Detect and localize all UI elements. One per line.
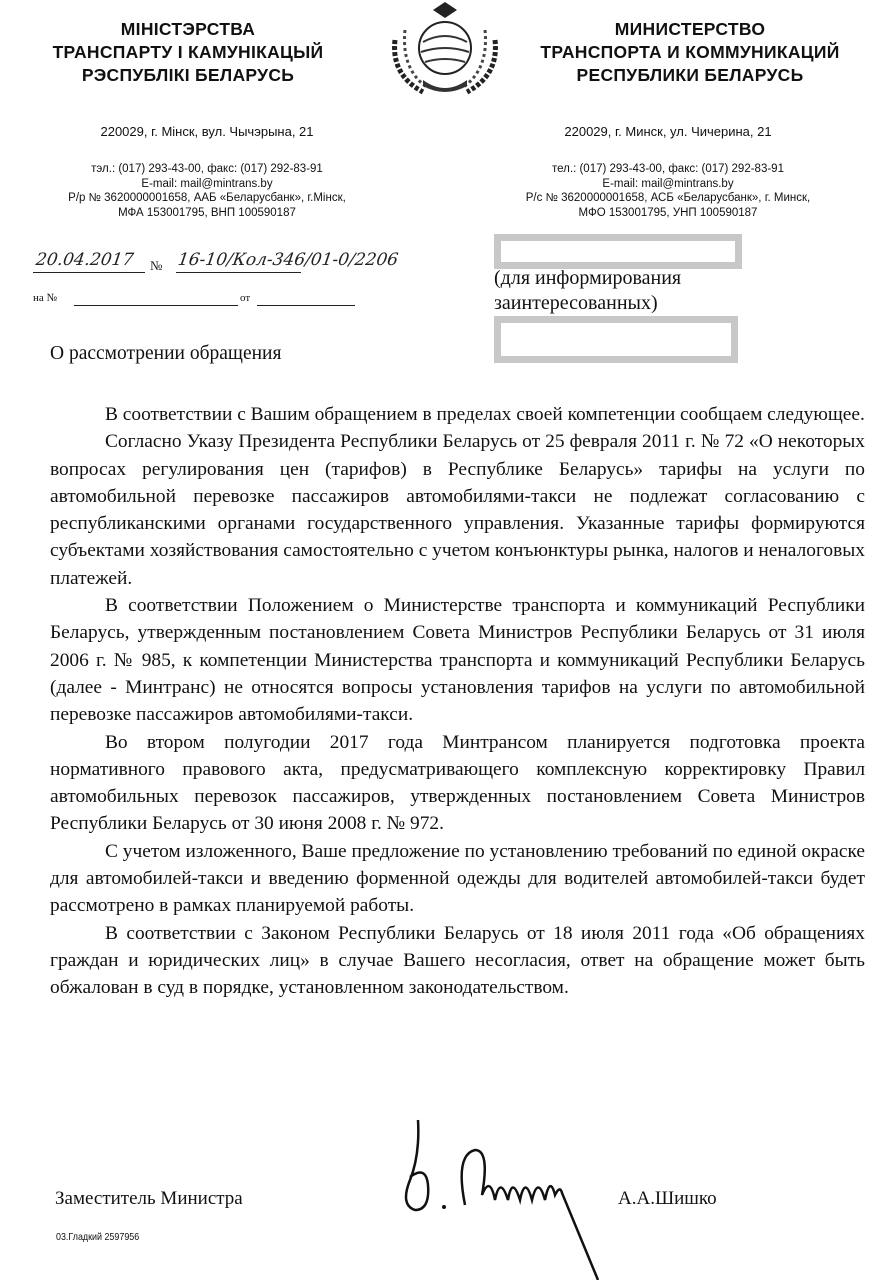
email: E-mail: mail@mintrans.by [141, 177, 273, 190]
paragraph: Во втором полугодии 2017 года Минтрансом планируется подготовка проекта нормативного правового акта, предусматривающего комплексную корректировку Правил автомобильных перевозок пассажиров, утвержденных постановлением Совета Министров Республики Беларусь от 30 июня 2008 г. № 972. [50, 731, 865, 835]
redacted-field [494, 316, 738, 363]
number-underline [176, 272, 301, 273]
reply-number-line [74, 305, 238, 306]
letter-body [50, 401, 865, 1002]
ministry-name-line: ТРАНСПАРТУ І КАМУНІКАЦЫЙ [52, 42, 324, 62]
reply-to-date-label: от [240, 292, 251, 304]
ministry-name-line: ТРАНСПОРТА И КОММУНИКАЦИЙ [540, 42, 840, 62]
addressee-line: заинтересованных) [494, 292, 658, 314]
phone-fax: тэл.: (017) 293-43-00, факс: (017) 292-83-91 [91, 163, 323, 175]
address-belarusian: 220029, г. Мінск, вул. Чычэрына, 21 [100, 124, 314, 139]
addressee-line: (для информирования [494, 267, 682, 289]
bank-ids: МФО 153001795, УНП 100590187 [578, 206, 758, 219]
phone-fax: тел.: (017) 293-43-00, факс: (017) 292-83-91 [552, 163, 784, 175]
ministry-name-line: МИНИСТЕРСТВО [614, 19, 766, 39]
requisites-belarusian [0, 162, 417, 220]
requisites-russian [458, 162, 878, 220]
reply-to-number-label: на № [33, 292, 58, 304]
bank-account: Р/с № 3620000001658, АСБ «Беларусбанк», г. Минск, [525, 192, 811, 204]
reply-date-line [257, 305, 355, 306]
address-russian: 220029, г. Минск, ул. Чичерина, 21 [564, 124, 772, 139]
outgoing-number: 16-10/Кол-346/01-0/2206 [176, 250, 400, 270]
date-underline [33, 272, 145, 273]
executor-note: 03.Гладкий 2597956 [56, 1231, 140, 1243]
letter-subject: О рассмотрении обращения [50, 343, 282, 364]
bank-account: Р/р № 3620000001658, ААБ «Беларусбанк», г.Мінск, [68, 192, 346, 204]
outgoing-number-label: № [150, 258, 163, 273]
coat-of-arms-emblem [383, 0, 507, 96]
ministry-name-line: РЕСПУБЛИКИ БЕЛАРУСЬ [576, 65, 804, 85]
paragraph: В соответствии с Вашим обращением в пределах своей компетенции сообщаем следующее. [105, 404, 865, 425]
ministry-header-belarusian [18, 18, 358, 87]
paragraph: Согласно Указу Президента Республики Беларусь от 25 февраля 2011 г. № 72 «О некоторых вопросах регулирования цен (тарифов) в Республике Беларусь» тарифы на услуги по автомобильной перевозке пассажиров автомобилями-такси не подлежат согласованию с республиканскими органами государственного управления. Указанные тарифы формируются субъектами хозяйствования самостоятельно с учетом конъюнктуры рынка, налогов и неналоговых платежей. [50, 431, 865, 589]
redacted-field [494, 234, 742, 269]
addressee [494, 266, 681, 316]
ministry-name-line: МІНІСТЭРСТВА [120, 19, 256, 39]
ministry-header-russian [520, 18, 860, 87]
ministry-name-line: РЭСПУБЛІКІ БЕЛАРУСЬ [81, 65, 295, 85]
paragraph: В соответствии Положением о Министерстве транспорта и коммуникаций Республики Беларусь, утвержденным постановлением Совета Министров Республики Беларусь от 31 июля 2006 г. № 985, к компетенции Министерства транспорта и коммуникаций Республики Беларусь (далее - Минтранс) не относятся вопросы установления тарифов на услуги по автомобильной перевозке пассажиров автомобилями-такси. [50, 595, 865, 726]
paragraph: С учетом изложенного, Ваше предложение по установлению требований по единой окраске для автомобилей-такси и введению форменной одежды для водителей автомобилей-такси будет рассмотрено в рамках планируемой работы. [50, 840, 865, 917]
outgoing-date: 20.04.2017 [34, 250, 135, 270]
handwritten-signature [390, 1115, 630, 1280]
bank-ids: МФА 153001795, ВНП 100590187 [118, 206, 296, 219]
email: E-mail: mail@mintrans.by [602, 177, 734, 190]
paragraph: В соответствии с Законом Республики Беларусь от 18 июля 2011 года «Об обращениях граждан и юридических лиц» в случае Вашего несогласия, ответ на обращение может быть обжалован в суд в порядке, установленном законодательством. [50, 922, 865, 999]
signatory-position: Заместитель Министра [55, 1188, 243, 1209]
signatory-name: А.А.Шишко [618, 1188, 717, 1209]
